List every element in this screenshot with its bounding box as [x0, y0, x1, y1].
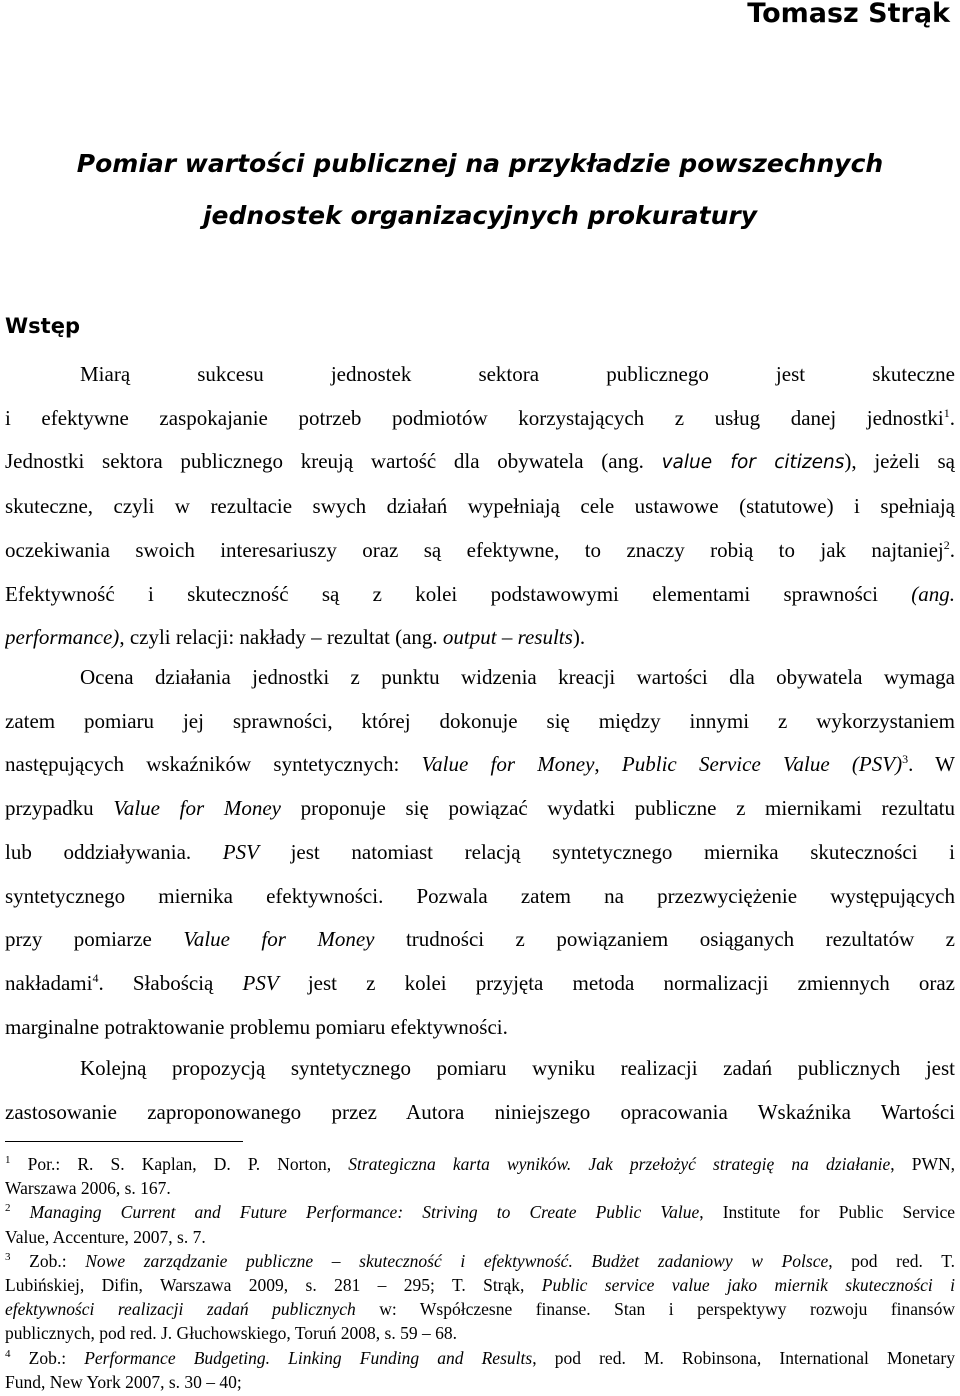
text-run: proponuje się powiązać wydatki publiczne z miernikami rezultatu: [280, 796, 955, 821]
footnote-ref-3[interactable]: 3: [902, 752, 909, 767]
footnote-3-cont: [5, 1273, 955, 1297]
text-run: następujących wskaźników syntetycznych:: [5, 752, 422, 777]
footnote-ref-4[interactable]: 4: [92, 970, 99, 985]
text-line: [5, 353, 955, 397]
text-run: Ocena działania jednostki z punktu widzenia kreacji wartości dla obywatela wymaga: [80, 665, 955, 689]
text-run: , czyli relacji: nakłady – rezultat (ang.: [119, 625, 443, 650]
text-run: Public Service Value (PSV): [621, 752, 903, 777]
section-heading: Wstęp: [5, 314, 80, 338]
text-run: ).: [572, 625, 586, 650]
text-run: .: [949, 537, 955, 562]
text-run: Public service value jako miernik skuteczności i: [541, 1275, 955, 1296]
text-line: [5, 1047, 955, 1091]
text-line: [5, 743, 955, 787]
text-run: Nowe zarządzanie publiczne – skuteczność i efektywność. Budżet zadaniowy w Polsce: [85, 1250, 829, 1271]
text-run: przy pomiarze: [5, 927, 184, 952]
text-run: trudności z powiązaniem osiąganych rezultatów z: [374, 927, 955, 952]
text-run: Value for Money: [113, 796, 281, 821]
footnote-number: 1: [5, 1154, 11, 1166]
text-run: Miarą sukcesu jednostek sektora publicznego jest skuteczne: [80, 362, 955, 386]
text-run: , PWN,: [890, 1154, 955, 1174]
text-run: Kolejną propozycją syntetycznego pomiaru wyniku realizacji zadań publicznych jest: [80, 1056, 955, 1080]
title-line-1: Pomiar wartości publicznej na przykładzie powszechnych: [76, 149, 884, 178]
footnote-1-cont: [5, 1176, 955, 1200]
text-run: ,: [594, 752, 622, 777]
text-line: [5, 573, 955, 617]
author-name: Tomasz Strąk: [747, 0, 950, 29]
text-run: value for citizens: [661, 452, 845, 474]
text-line: [5, 1006, 955, 1050]
text-run: , Institute for Public Service: [699, 1202, 955, 1223]
text-run: publicznych, pod red. J. Głuchowskiego, Toruń 2008, s. 59 – 68.: [5, 1323, 457, 1344]
text-run: Zob.:: [10, 1250, 86, 1271]
paragraph-1: [5, 353, 955, 660]
footnote-number: 2: [5, 1202, 11, 1215]
footnote-2-cont: [5, 1225, 955, 1249]
footnote-1: [5, 1152, 955, 1176]
text-line: [5, 875, 955, 919]
text-run: w: Współczesne finanse. Stan i perspektywy rozwoju finansów: [355, 1299, 955, 1320]
text-run: Warszawa 2006, s. 167.: [5, 1178, 171, 1199]
text-run: PSV: [222, 839, 259, 864]
text-line: [5, 962, 955, 1006]
text-run: lub oddziaływania.: [5, 839, 223, 864]
text-run: Por.: R. S. Kaplan, D. P. Norton,: [10, 1154, 349, 1174]
text-run: Lubińskiej, Difin, Warszawa 2009, s. 281 – 295; T. Strąk,: [5, 1275, 542, 1296]
text-line: [5, 440, 955, 485]
text-run: .: [949, 405, 955, 430]
footnote-2: [5, 1200, 955, 1224]
footnotes: [5, 1152, 955, 1394]
text-line: [5, 656, 955, 700]
document-title: [0, 138, 960, 242]
text-run: marginalne potraktowanie problemu pomiaru efektywności.: [5, 1014, 508, 1039]
footnote-ref-2[interactable]: 2: [943, 537, 950, 552]
text-run: Efektywność i skuteczność są z kolei podstawowymi elementami sprawności: [5, 581, 912, 606]
text-run: output – results: [442, 625, 573, 650]
text-run: performance): [5, 625, 120, 650]
text-line: [5, 787, 955, 831]
text-run: , pod red. T.: [828, 1250, 955, 1271]
text-run: zastosowanie zaproponowanego przez Autora niniejszego opracowania Wskaźnika Wartości: [5, 1099, 955, 1124]
text-run: Value, Accenture, 2007, s. 7.: [5, 1226, 206, 1247]
text-run: Performance Budgeting. Linking Funding and Results: [84, 1347, 533, 1368]
text-line: [5, 397, 955, 441]
footnote-3-cont: [5, 1321, 955, 1345]
footnote-4-cont: [5, 1370, 955, 1394]
text-line: [5, 485, 955, 529]
text-run: . W: [908, 752, 955, 777]
text-run: ), jeżeli są: [844, 449, 955, 474]
text-run: Value for Money: [421, 752, 595, 777]
paragraph-2: [5, 656, 955, 1049]
text-line: [5, 918, 955, 962]
footnote-ref-1[interactable]: 1: [943, 405, 950, 420]
text-line: [5, 1091, 955, 1135]
footnote-separator: [5, 1141, 243, 1142]
text-run: skuteczne, czyli w rezultacie swych działań wypełniają cele ustawowe (statutowe) i spełniają: [5, 494, 955, 519]
text-line: [5, 529, 955, 573]
paragraph-3: [5, 1047, 955, 1134]
footnote-3-cont: [5, 1297, 955, 1321]
text-run: Strategiczna karta wyników. Jak przełożyć strategię na działanie: [348, 1154, 891, 1174]
footnote-3: [5, 1249, 955, 1273]
text-run: (ang.: [911, 581, 955, 606]
text-run: zatem pomiaru jej sprawności, której dokonuje się między innymi z wykorzystaniem: [5, 708, 955, 733]
text-run: jest natomiast relacją syntetycznego miernika skuteczności i: [258, 839, 955, 864]
title-line-2: jednostek organizacyjnych prokuratury: [202, 201, 758, 230]
text-line: [5, 831, 955, 875]
footnote-4: [5, 1346, 955, 1370]
text-run: oczekiwania swoich interesariuszy oraz są efektywne, to znaczy robią to jak najtaniej: [5, 537, 944, 562]
footnote-number: 4: [5, 1347, 11, 1360]
text-run: jest z kolei przyjęta metoda normalizacji zmiennych oraz: [278, 970, 955, 995]
text-line: [5, 700, 955, 744]
text-run: [11, 1202, 30, 1222]
text-run: przypadku: [5, 796, 114, 821]
text-run: i efektywne zaspokajanie potrzeb podmiotów korzystających z usług danej jednostki: [5, 405, 944, 430]
text-run: PSV: [242, 970, 279, 995]
text-run: nakładami: [5, 970, 93, 995]
text-run: Fund, New York 2007, s. 30 – 40;: [5, 1371, 242, 1392]
text-run: Value for Money: [183, 927, 375, 952]
text-run: Zob.:: [10, 1347, 85, 1368]
text-run: syntetycznego miernika efektywności. Pozwala zatem na przezwyciężenie występujących: [5, 883, 955, 908]
text-run: , pod red. M. Robinsona, International Monetary: [532, 1347, 955, 1368]
text-run: efektywności realizacji zadań publicznych: [5, 1299, 356, 1320]
text-run: . Słabością: [98, 970, 243, 995]
text-line: [5, 616, 955, 660]
footnote-number: 3: [5, 1250, 11, 1263]
text-run: Jednostki sektora publicznego kreują wartość dla obywatela (ang.: [5, 449, 662, 474]
text-run: Managing Current and Future Performance: Striving to Create Public Value: [29, 1202, 700, 1223]
